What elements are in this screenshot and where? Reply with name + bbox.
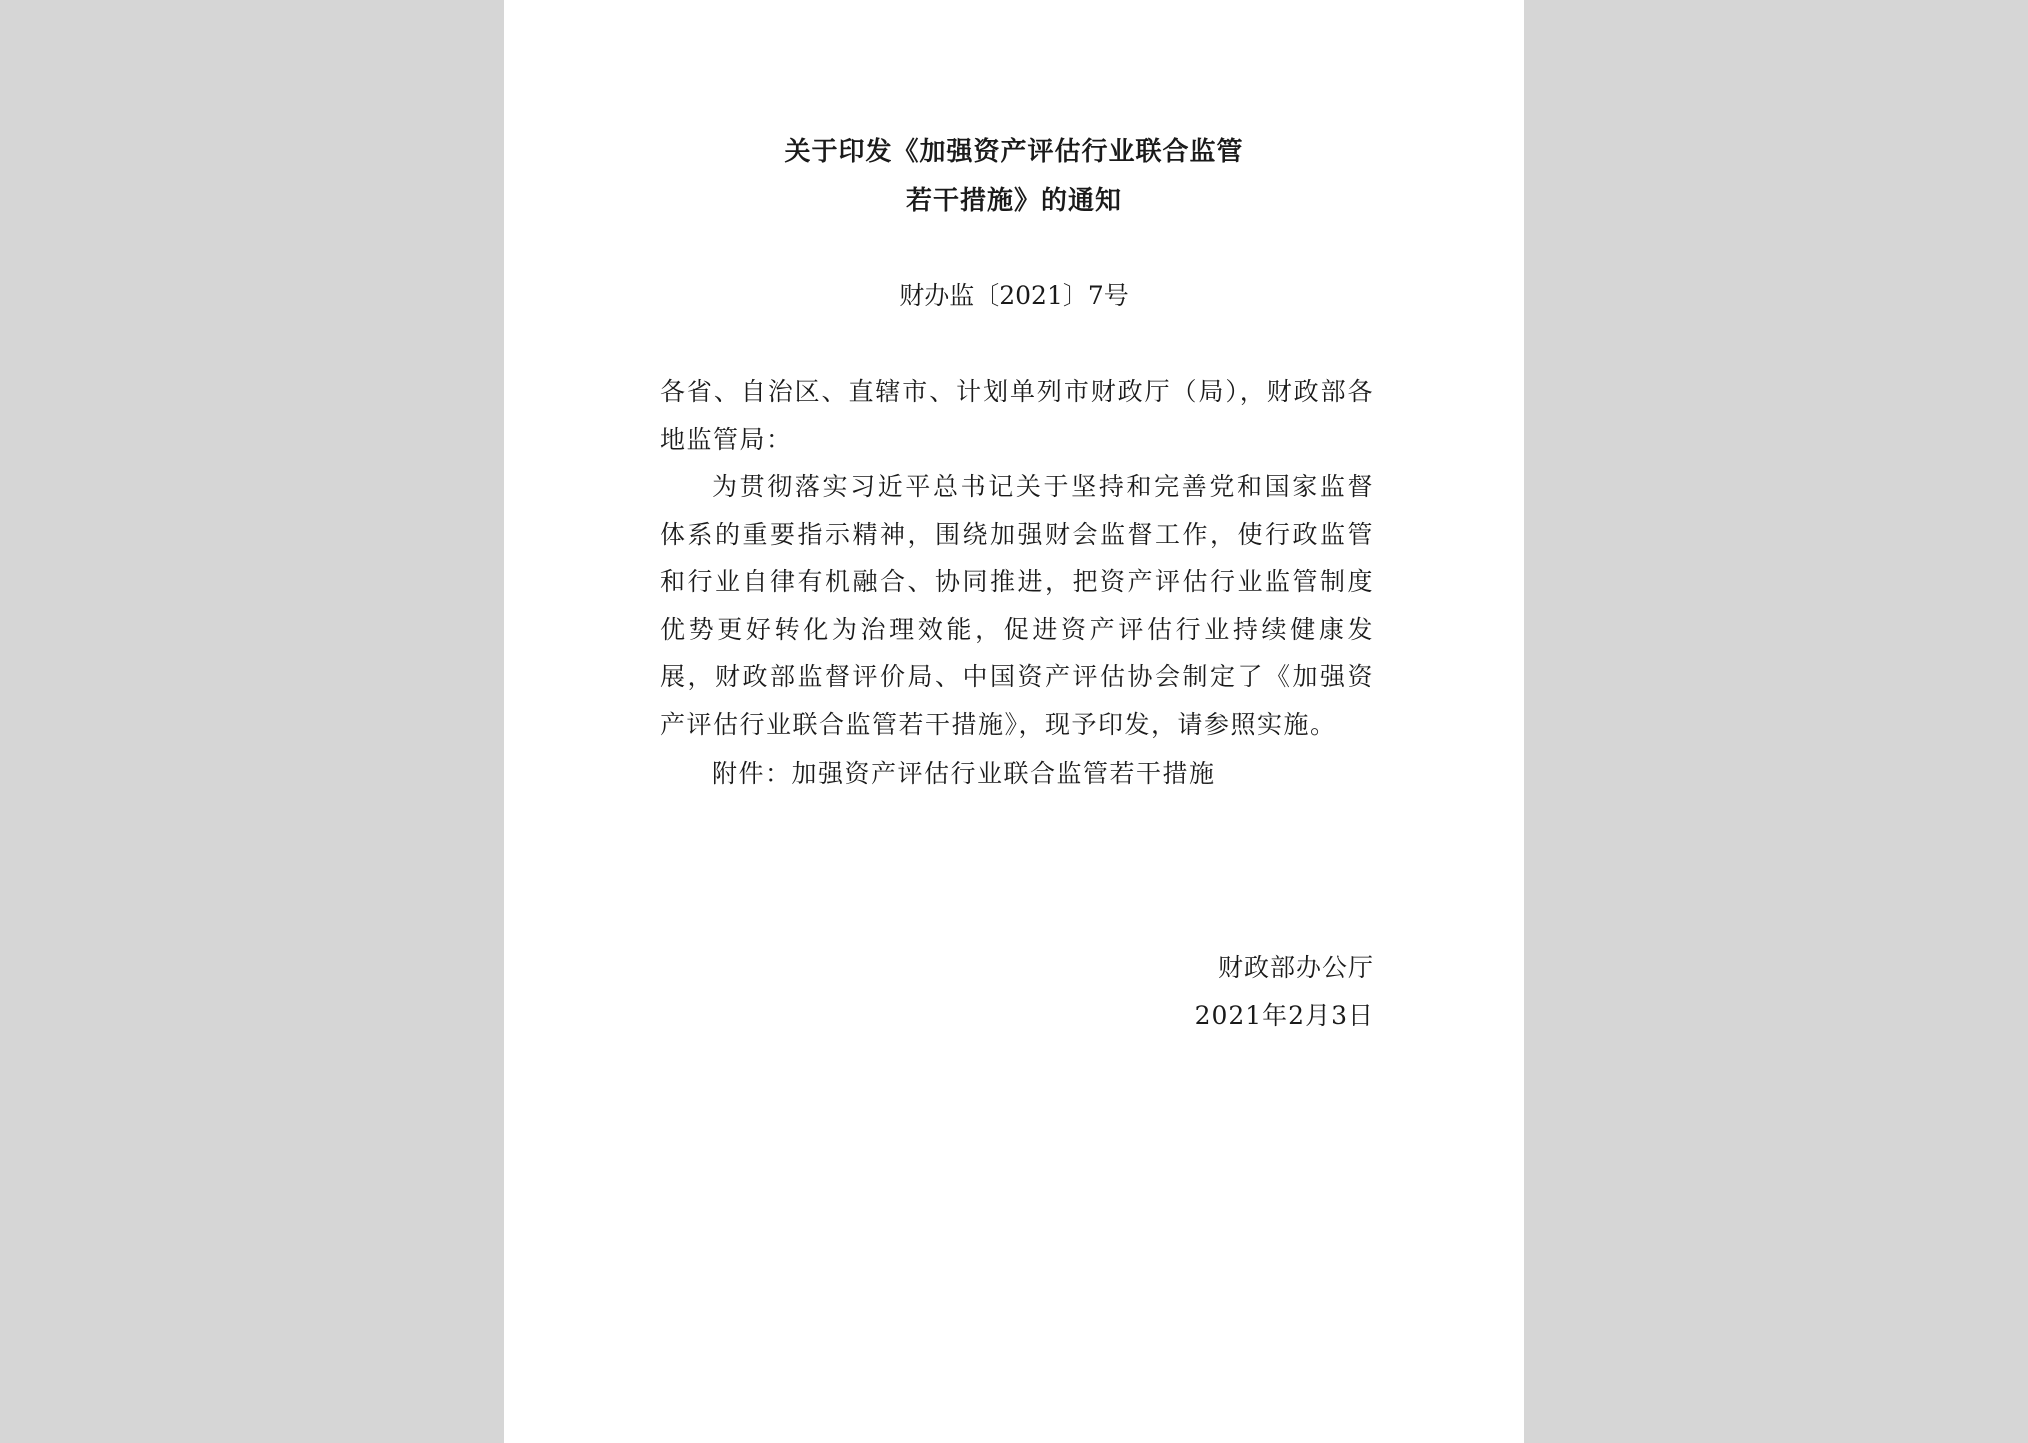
document-title-line-1: 关于印发《加强资产评估行业联合监管 xyxy=(784,137,1244,167)
signature-organization: 财政部办公厅 xyxy=(1217,953,1374,982)
signature-date: 2021年2月3日 xyxy=(1194,1001,1374,1030)
body-paragraph: 为贯彻落实习近平总书记关于坚持和完善党和国家监督体系的重要指示精神，围绕加强财会监督工作，使行政监管和行业自律有机融合、协同推进，把资产评估行业监管制度优势更好转化为治理效能，促进资产评估行业持续健康发展，财政部监督评价局、中国资产评估协会制定了《加强资产评估行业联合监管若干措施》，现予印发，请参照实施。 xyxy=(660,472,1374,739)
document-page xyxy=(504,0,1524,1443)
addressee: 各省、自治区、直辖市、计划单列市财政厅（局），财政部各地监管局： xyxy=(660,377,1374,454)
attachment-line: 附件：加强资产评估行业联合监管若干措施 xyxy=(712,759,1216,788)
document-number: 财办监〔2021〕7号 xyxy=(899,281,1129,310)
document-title-line-2: 若干措施》的通知 xyxy=(905,186,1122,216)
